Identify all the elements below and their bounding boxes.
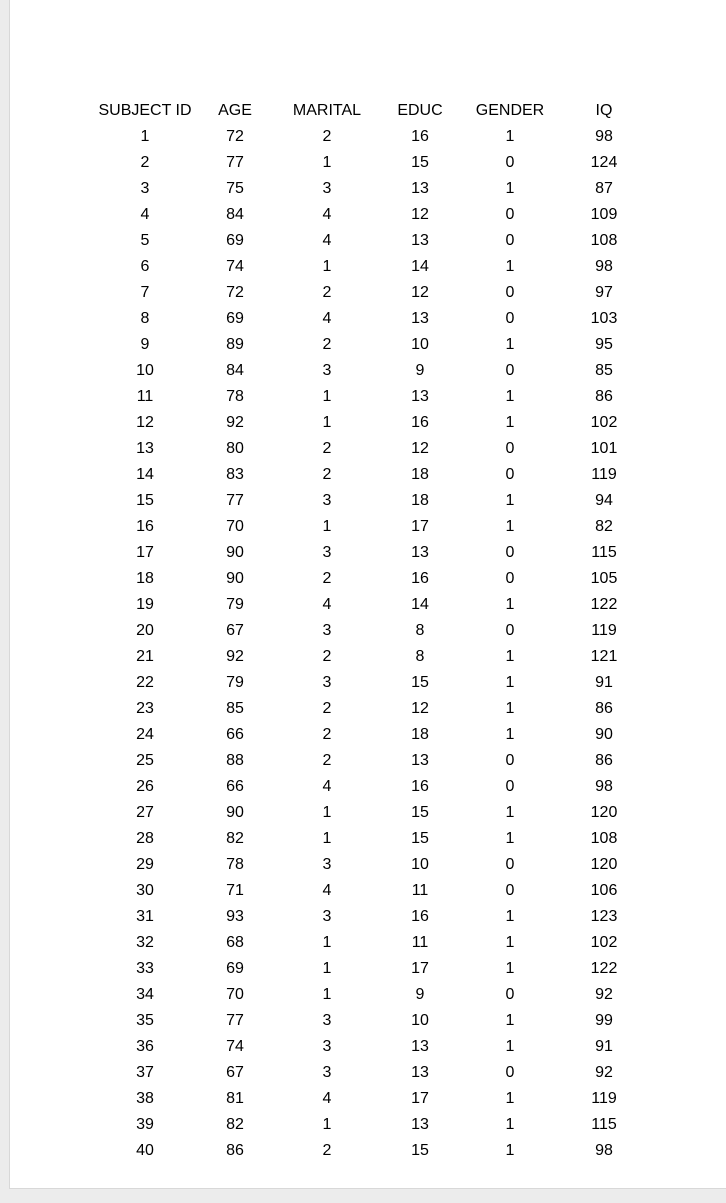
table-row xyxy=(95,982,649,1008)
cell-age: 92 xyxy=(226,648,244,665)
table-row xyxy=(95,540,649,566)
table-row xyxy=(95,956,649,982)
cell-marital: 1 xyxy=(322,258,332,275)
cell-age: 66 xyxy=(226,778,244,795)
cell-subject-id: 36 xyxy=(136,1038,154,1055)
cell-marital: 2 xyxy=(322,700,332,717)
cell-subject-id: 38 xyxy=(136,1090,154,1107)
cell-gender: 0 xyxy=(505,154,515,171)
cell-subject-id: 31 xyxy=(136,908,154,925)
cell-marital: 1 xyxy=(322,934,332,951)
cell-educ: 10 xyxy=(411,856,429,873)
cell-marital: 2 xyxy=(322,570,332,587)
table-row xyxy=(95,228,649,254)
cell-age: 70 xyxy=(226,986,244,1003)
cell-educ: 15 xyxy=(411,830,429,847)
table-row xyxy=(95,1060,649,1086)
cell-age: 89 xyxy=(226,336,244,353)
cell-educ: 9 xyxy=(415,362,425,379)
cell-marital: 2 xyxy=(322,466,332,483)
cell-age: 72 xyxy=(226,284,244,301)
table-row xyxy=(95,202,649,228)
header-iq: IQ xyxy=(595,102,613,119)
cell-age: 84 xyxy=(226,362,244,379)
cell-iq: 91 xyxy=(595,1038,613,1055)
cell-gender: 1 xyxy=(505,258,515,275)
cell-educ: 13 xyxy=(411,1038,429,1055)
cell-gender: 0 xyxy=(505,752,515,769)
cell-age: 70 xyxy=(226,518,244,535)
cell-age: 67 xyxy=(226,622,244,639)
table-row xyxy=(95,800,649,826)
cell-age: 77 xyxy=(226,1012,244,1029)
cell-gender: 0 xyxy=(505,206,515,223)
cell-iq: 115 xyxy=(591,544,617,561)
cell-educ: 15 xyxy=(411,804,429,821)
cell-iq: 85 xyxy=(595,362,613,379)
table-row xyxy=(95,1138,649,1164)
cell-gender: 1 xyxy=(505,674,515,691)
table-row xyxy=(95,644,649,670)
cell-iq: 108 xyxy=(590,232,618,249)
cell-iq: 123 xyxy=(590,908,618,925)
header-subject-id: SUBJECT ID xyxy=(98,102,192,119)
cell-educ: 16 xyxy=(411,414,429,431)
cell-age: 68 xyxy=(226,934,244,951)
cell-subject-id: 7 xyxy=(140,284,150,301)
cell-marital: 1 xyxy=(322,804,332,821)
cell-educ: 17 xyxy=(411,960,429,977)
header-gender: GENDER xyxy=(475,102,545,119)
table-row xyxy=(95,1086,649,1112)
cell-gender: 1 xyxy=(505,128,515,145)
table-body xyxy=(95,124,649,1164)
cell-age: 79 xyxy=(226,674,244,691)
cell-subject-id: 12 xyxy=(136,414,154,431)
cell-age: 85 xyxy=(226,700,244,717)
cell-age: 67 xyxy=(226,1064,244,1081)
cell-iq: 98 xyxy=(595,128,613,145)
table-row xyxy=(95,592,649,618)
cell-marital: 2 xyxy=(322,1142,332,1159)
cell-iq: 115 xyxy=(591,1116,617,1133)
cell-subject-id: 6 xyxy=(140,258,150,275)
cell-subject-id: 27 xyxy=(136,804,154,821)
cell-educ: 12 xyxy=(411,206,429,223)
table-row xyxy=(95,306,649,332)
table-row xyxy=(95,670,649,696)
cell-marital: 1 xyxy=(322,388,332,405)
cell-iq: 92 xyxy=(595,1064,613,1081)
cell-educ: 15 xyxy=(411,154,429,171)
cell-educ: 10 xyxy=(411,336,429,353)
cell-iq: 98 xyxy=(595,258,613,275)
cell-age: 66 xyxy=(226,726,244,743)
cell-educ: 13 xyxy=(411,752,429,769)
table-row xyxy=(95,826,649,852)
cell-gender: 0 xyxy=(505,284,515,301)
cell-age: 77 xyxy=(226,154,244,171)
cell-gender: 1 xyxy=(505,414,515,431)
cell-gender: 1 xyxy=(505,180,515,197)
table-row xyxy=(95,124,649,150)
cell-marital: 4 xyxy=(322,1090,332,1107)
cell-marital: 2 xyxy=(322,336,332,353)
cell-educ: 12 xyxy=(411,284,429,301)
cell-gender: 1 xyxy=(505,830,515,847)
cell-age: 90 xyxy=(226,570,244,587)
table-header xyxy=(95,98,649,124)
cell-educ: 12 xyxy=(411,700,429,717)
table-row xyxy=(95,1034,649,1060)
cell-subject-id: 23 xyxy=(136,700,154,717)
cell-iq: 99 xyxy=(595,1012,613,1029)
cell-marital: 4 xyxy=(322,206,332,223)
cell-marital: 3 xyxy=(322,544,332,561)
cell-gender: 1 xyxy=(505,648,515,665)
cell-gender: 0 xyxy=(505,986,515,1003)
cell-marital: 3 xyxy=(322,362,332,379)
cell-gender: 1 xyxy=(505,518,515,535)
cell-age: 90 xyxy=(226,804,244,821)
cell-age: 77 xyxy=(226,492,244,509)
cell-age: 69 xyxy=(226,310,244,327)
cell-iq: 92 xyxy=(595,986,613,1003)
cell-subject-id: 3 xyxy=(140,180,150,197)
cell-gender: 1 xyxy=(505,934,515,951)
cell-iq: 103 xyxy=(590,310,618,327)
cell-educ: 13 xyxy=(411,1116,429,1133)
cell-educ: 15 xyxy=(411,1142,429,1159)
cell-iq: 121 xyxy=(590,648,618,665)
cell-iq: 120 xyxy=(590,804,618,821)
subject-data-table xyxy=(95,98,649,1164)
cell-iq: 106 xyxy=(590,882,618,899)
cell-age: 74 xyxy=(226,1038,244,1055)
table-row xyxy=(95,514,649,540)
cell-gender: 1 xyxy=(505,1038,515,1055)
table-row xyxy=(95,1112,649,1138)
cell-marital: 2 xyxy=(322,128,332,145)
table-row xyxy=(95,722,649,748)
table-row xyxy=(95,436,649,462)
cell-educ: 14 xyxy=(411,596,429,613)
cell-gender: 0 xyxy=(505,570,515,587)
cell-gender: 1 xyxy=(505,1012,515,1029)
cell-iq: 98 xyxy=(595,1142,613,1159)
cell-age: 79 xyxy=(226,596,244,613)
cell-gender: 0 xyxy=(505,778,515,795)
cell-age: 69 xyxy=(226,960,244,977)
header-row xyxy=(95,98,649,124)
cell-subject-id: 40 xyxy=(136,1142,154,1159)
cell-iq: 108 xyxy=(590,830,618,847)
cell-marital: 1 xyxy=(322,960,332,977)
cell-gender: 0 xyxy=(505,362,515,379)
cell-gender: 1 xyxy=(505,908,515,925)
cell-gender: 0 xyxy=(505,440,515,457)
table-row xyxy=(95,696,649,722)
table-row xyxy=(95,852,649,878)
cell-gender: 1 xyxy=(505,336,515,353)
cell-age: 78 xyxy=(226,856,244,873)
cell-gender: 0 xyxy=(505,1064,515,1081)
cell-marital: 3 xyxy=(322,1064,332,1081)
cell-gender: 0 xyxy=(505,232,515,249)
cell-gender: 1 xyxy=(505,700,515,717)
cell-educ: 17 xyxy=(411,1090,429,1107)
cell-iq: 105 xyxy=(590,570,618,587)
table-row xyxy=(95,748,649,774)
cell-subject-id: 13 xyxy=(136,440,154,457)
cell-subject-id: 2 xyxy=(140,154,150,171)
cell-age: 71 xyxy=(226,882,244,899)
cell-subject-id: 1 xyxy=(140,128,150,145)
cell-iq: 122 xyxy=(590,960,618,977)
cell-educ: 14 xyxy=(411,258,429,275)
cell-marital: 4 xyxy=(322,232,332,249)
cell-age: 84 xyxy=(226,206,244,223)
cell-iq: 91 xyxy=(595,674,613,691)
cell-age: 93 xyxy=(226,908,244,925)
cell-educ: 18 xyxy=(411,726,429,743)
cell-subject-id: 24 xyxy=(136,726,154,743)
cell-marital: 1 xyxy=(322,414,332,431)
cell-educ: 8 xyxy=(415,648,425,665)
cell-iq: 102 xyxy=(590,934,618,951)
cell-subject-id: 18 xyxy=(136,570,154,587)
cell-educ: 18 xyxy=(411,466,429,483)
table-row xyxy=(95,176,649,202)
cell-educ: 16 xyxy=(411,908,429,925)
cell-subject-id: 9 xyxy=(140,336,150,353)
table-row xyxy=(95,566,649,592)
cell-subject-id: 20 xyxy=(136,622,154,639)
table-row xyxy=(95,488,649,514)
cell-marital: 3 xyxy=(322,622,332,639)
cell-iq: 82 xyxy=(595,518,613,535)
cell-educ: 10 xyxy=(411,1012,429,1029)
cell-subject-id: 15 xyxy=(136,492,154,509)
cell-subject-id: 37 xyxy=(136,1064,154,1081)
cell-gender: 1 xyxy=(505,726,515,743)
table-row xyxy=(95,904,649,930)
cell-subject-id: 8 xyxy=(140,310,150,327)
cell-iq: 86 xyxy=(595,700,613,717)
cell-marital: 1 xyxy=(322,986,332,1003)
cell-subject-id: 4 xyxy=(140,206,150,223)
cell-subject-id: 35 xyxy=(136,1012,154,1029)
cell-educ: 9 xyxy=(415,986,425,1003)
cell-age: 82 xyxy=(226,1116,244,1133)
cell-iq: 97 xyxy=(595,284,613,301)
cell-marital: 3 xyxy=(322,180,332,197)
cell-age: 82 xyxy=(226,830,244,847)
cell-subject-id: 10 xyxy=(136,362,154,379)
cell-marital: 3 xyxy=(322,1012,332,1029)
cell-iq: 120 xyxy=(590,856,618,873)
cell-educ: 11 xyxy=(411,882,429,899)
cell-subject-id: 25 xyxy=(136,752,154,769)
cell-iq: 101 xyxy=(590,440,618,457)
cell-subject-id: 5 xyxy=(140,232,150,249)
cell-iq: 124 xyxy=(590,154,618,171)
table-row xyxy=(95,930,649,956)
cell-marital: 3 xyxy=(322,908,332,925)
cell-subject-id: 34 xyxy=(136,986,154,1003)
cell-marital: 2 xyxy=(322,284,332,301)
cell-marital: 2 xyxy=(322,440,332,457)
table-row xyxy=(95,1008,649,1034)
header-age: AGE xyxy=(218,102,252,119)
cell-gender: 0 xyxy=(505,310,515,327)
cell-educ: 15 xyxy=(411,674,429,691)
table-row xyxy=(95,878,649,904)
cell-marital: 2 xyxy=(322,726,332,743)
cell-educ: 13 xyxy=(411,232,429,249)
cell-gender: 0 xyxy=(505,466,515,483)
cell-marital: 1 xyxy=(322,1116,332,1133)
cell-age: 90 xyxy=(226,544,244,561)
cell-age: 81 xyxy=(226,1090,244,1107)
cell-iq: 119 xyxy=(591,622,617,639)
cell-iq: 87 xyxy=(595,180,613,197)
cell-subject-id: 16 xyxy=(136,518,154,535)
cell-gender: 1 xyxy=(505,804,515,821)
table-row xyxy=(95,254,649,280)
cell-marital: 1 xyxy=(322,154,332,171)
cell-gender: 1 xyxy=(505,1090,515,1107)
cell-iq: 119 xyxy=(591,1090,617,1107)
cell-educ: 16 xyxy=(411,778,429,795)
cell-gender: 0 xyxy=(505,856,515,873)
cell-age: 92 xyxy=(226,414,244,431)
cell-subject-id: 21 xyxy=(136,648,154,665)
cell-marital: 4 xyxy=(322,778,332,795)
cell-iq: 122 xyxy=(590,596,618,613)
cell-subject-id: 33 xyxy=(136,960,154,977)
cell-marital: 1 xyxy=(322,518,332,535)
cell-educ: 13 xyxy=(411,1064,429,1081)
cell-subject-id: 26 xyxy=(136,778,154,795)
cell-iq: 98 xyxy=(595,778,613,795)
cell-age: 88 xyxy=(226,752,244,769)
cell-gender: 1 xyxy=(505,596,515,613)
header-educ: EDUC xyxy=(397,102,443,119)
cell-gender: 0 xyxy=(505,622,515,639)
cell-educ: 13 xyxy=(411,388,429,405)
cell-marital: 2 xyxy=(322,752,332,769)
cell-educ: 17 xyxy=(411,518,429,535)
table-row xyxy=(95,150,649,176)
cell-age: 72 xyxy=(226,128,244,145)
cell-age: 86 xyxy=(226,1142,244,1159)
cell-marital: 3 xyxy=(322,1038,332,1055)
cell-subject-id: 28 xyxy=(136,830,154,847)
cell-educ: 18 xyxy=(411,492,429,509)
cell-subject-id: 29 xyxy=(136,856,154,873)
cell-subject-id: 32 xyxy=(136,934,154,951)
cell-gender: 1 xyxy=(505,1116,515,1133)
table-row xyxy=(95,462,649,488)
table-row xyxy=(95,358,649,384)
cell-marital: 2 xyxy=(322,648,332,665)
cell-age: 69 xyxy=(226,232,244,249)
cell-iq: 86 xyxy=(595,388,613,405)
cell-iq: 109 xyxy=(590,206,618,223)
cell-gender: 1 xyxy=(505,492,515,509)
cell-educ: 8 xyxy=(415,622,425,639)
cell-age: 78 xyxy=(226,388,244,405)
table-row xyxy=(95,332,649,358)
cell-gender: 1 xyxy=(505,1142,515,1159)
cell-age: 83 xyxy=(226,466,244,483)
cell-iq: 94 xyxy=(595,492,613,509)
cell-gender: 0 xyxy=(505,882,515,899)
table-row xyxy=(95,280,649,306)
cell-subject-id: 11 xyxy=(136,388,154,405)
cell-age: 74 xyxy=(226,258,244,275)
cell-educ: 13 xyxy=(411,180,429,197)
cell-iq: 102 xyxy=(590,414,618,431)
cell-marital: 3 xyxy=(322,856,332,873)
cell-subject-id: 39 xyxy=(136,1116,154,1133)
cell-marital: 1 xyxy=(322,830,332,847)
cell-age: 80 xyxy=(226,440,244,457)
table-row xyxy=(95,384,649,410)
cell-iq: 95 xyxy=(595,336,613,353)
table-row xyxy=(95,774,649,800)
document-page xyxy=(10,0,726,1188)
cell-subject-id: 22 xyxy=(136,674,154,691)
table-row xyxy=(95,618,649,644)
cell-age: 75 xyxy=(226,180,244,197)
cell-subject-id: 19 xyxy=(136,596,154,613)
cell-marital: 4 xyxy=(322,882,332,899)
cell-marital: 3 xyxy=(322,674,332,691)
cell-educ: 11 xyxy=(411,934,429,951)
cell-marital: 4 xyxy=(322,596,332,613)
cell-educ: 12 xyxy=(411,440,429,457)
cell-subject-id: 14 xyxy=(136,466,154,483)
cell-gender: 1 xyxy=(505,960,515,977)
cell-marital: 4 xyxy=(322,310,332,327)
cell-educ: 13 xyxy=(411,310,429,327)
cell-gender: 1 xyxy=(505,388,515,405)
cell-educ: 13 xyxy=(411,544,429,561)
cell-iq: 86 xyxy=(595,752,613,769)
cell-subject-id: 17 xyxy=(136,544,154,561)
cell-gender: 0 xyxy=(505,544,515,561)
header-marital: MARITAL xyxy=(292,102,362,119)
cell-educ: 16 xyxy=(411,128,429,145)
cell-marital: 3 xyxy=(322,492,332,509)
cell-educ: 16 xyxy=(411,570,429,587)
cell-iq: 119 xyxy=(591,466,617,483)
cell-iq: 90 xyxy=(595,726,613,743)
cell-subject-id: 30 xyxy=(136,882,154,899)
table-row xyxy=(95,410,649,436)
